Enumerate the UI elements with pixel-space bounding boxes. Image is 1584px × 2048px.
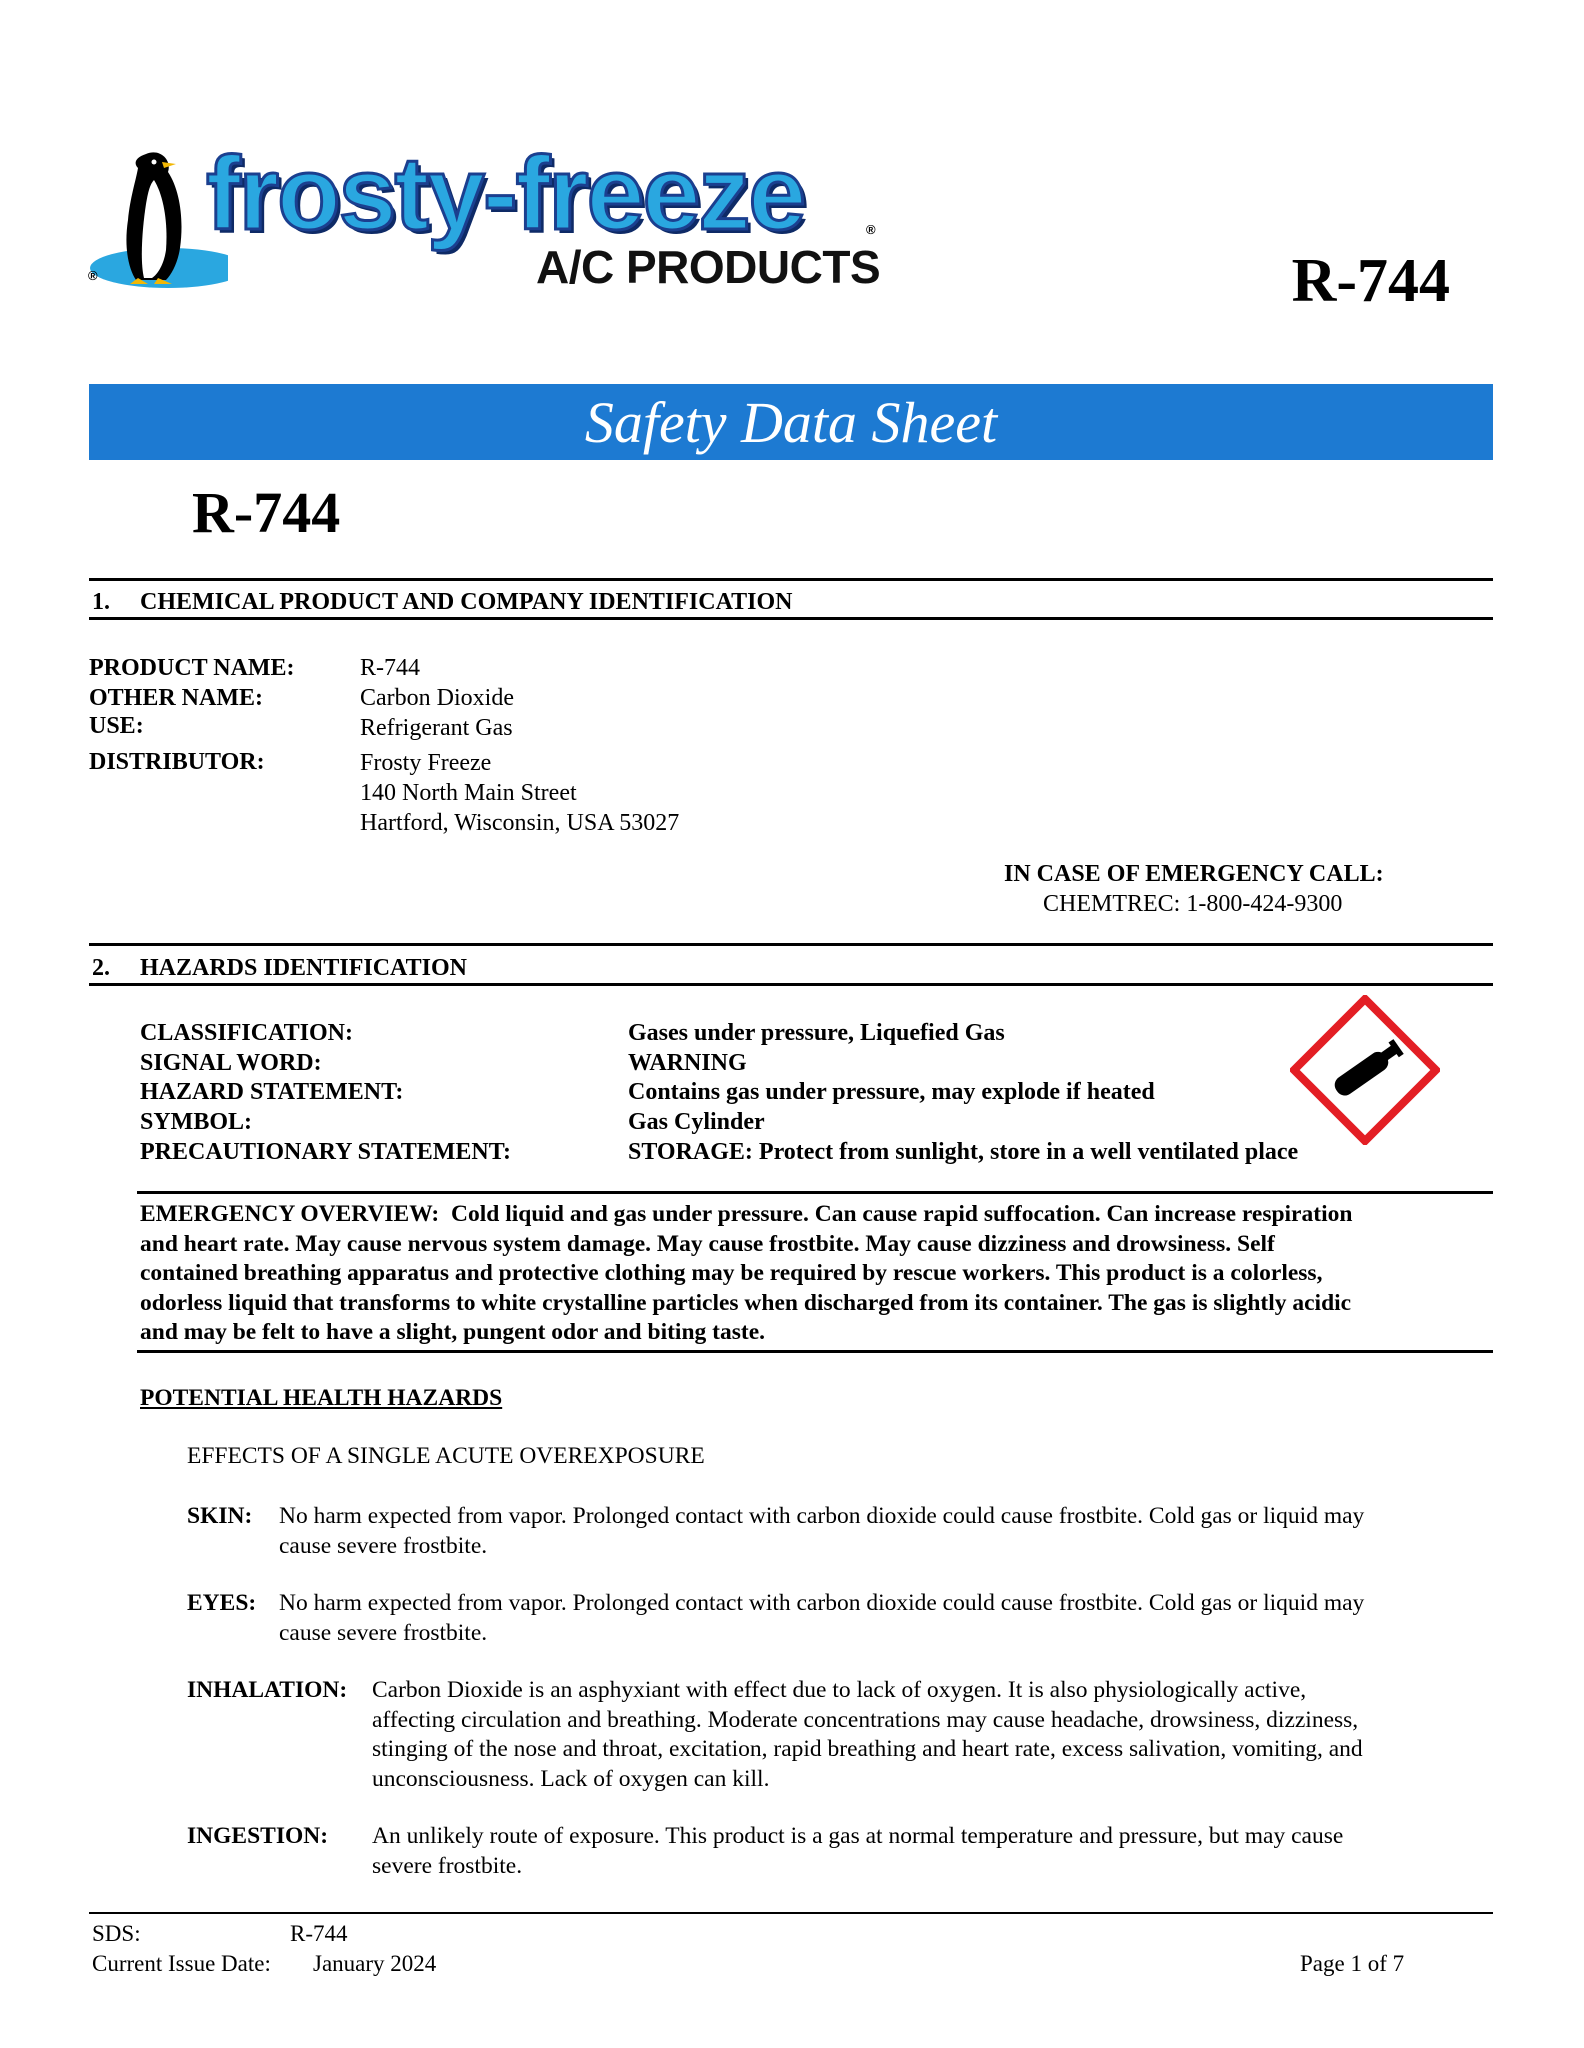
distributor-city: Hartford, Wisconsin, USA 53027 [360,810,680,836]
signal-word-label: SIGNAL WORD: [140,1050,322,1076]
potential-health-hazards-heading: POTENTIAL HEALTH HAZARDS [140,1385,503,1411]
symbol-value: Gas Cylinder [628,1109,765,1135]
issue-date-value: January 2024 [313,1951,437,1976]
inhalation-text: Carbon Dioxide is an asphyxiant with effect due to lack of oxygen. It is also physiologically active, affecting circulation and breathing. Moderate concentrations may cause headache, drowsiness, dizziness, stinging of the nose and throat, excitation, rapid breathing and heart rate, excess salivation, vomiting, and unconsciousness. Lack of oxygen can kill. [372,1677,1363,1792]
brand-wordmark: frosty-freeze [206,136,805,252]
emergency-overview-label: EMERGENCY OVERVIEW: [140,1201,440,1227]
use-value: Refrigerant Gas [360,715,513,741]
section-heading: CHEMICAL PRODUCT AND COMPANY IDENTIFICATION [140,589,793,615]
precautionary-statement-value: STORAGE: Protect from sunlight, store in a well ventilated place [628,1139,1299,1165]
document-title-banner [89,384,1493,460]
document-title: Safety Data Sheet [584,389,998,455]
overview-rule [137,1191,1493,1194]
section-rule [89,617,1493,620]
overview-line: and heart rate. May cause nervous system damage. May cause frostbite. May cause dizziness and drowsiness. Self [140,1230,1275,1257]
distributor-label: DISTRIBUTOR: [89,749,265,775]
brand-subtitle: A/C PRODUCTS [536,241,881,293]
section-rule [89,578,1493,581]
inhalation-label: INHALATION: [187,1677,348,1703]
distributor-name: Frosty Freeze [360,750,492,776]
product-name-label: PRODUCT NAME: [89,655,295,681]
sds-label: SDS: [92,1921,141,1946]
emergency-overview [140,1200,1500,1348]
signal-word-value: WARNING [628,1050,747,1076]
product-name-value: R-744 [360,655,420,681]
skin-label: SKIN: [187,1503,253,1529]
section-2-title [92,956,467,980]
section-rule [89,983,1493,986]
registered-mark: ® [88,268,98,283]
eyes-label: EYES: [187,1590,257,1616]
section-number: 1. [92,589,110,615]
section-number: 2. [92,955,110,981]
product-code-title: R-744 [192,480,341,545]
symbol-label: SYMBOL: [140,1109,253,1135]
overview-line: and may be felt to have a slight, pungent odor and biting taste. [140,1319,765,1345]
section-1-title [92,590,792,614]
use-label: USE: [89,713,144,739]
other-name-label: OTHER NAME: [89,685,263,711]
overview-line: EMERGENCY OVERVIEW: Cold liquid and gas under pressure. Can cause rapid suffocation. Can increase respiration [140,1201,1353,1227]
classification-label: CLASSIFICATION: [140,1020,353,1046]
eyes-text: No harm expected from vapor. Prolonged contact with carbon dioxide could cause frostbite. Cold gas or liquid may cause severe frostbite. [279,1590,1365,1646]
ingestion-label: INGESTION: [187,1823,329,1849]
footer-rule [89,1912,1493,1914]
skin-text: No harm expected from vapor. Prolonged contact with carbon dioxide could cause frostbite. Cold gas or liquid may cause severe frostbite. [279,1503,1365,1559]
overview-line: contained breathing apparatus and protective clothing may be required by rescue workers. This product is a colorless, [140,1260,1323,1286]
overview-line: odorless liquid that transforms to white crystalline particles when discharged from its container. The gas is slightly acidic [140,1289,1352,1316]
ingestion-text: An unlikely route of exposure. This product is a gas at normal temperature and pressure, but may cause severe frostbite. [372,1823,1344,1879]
issue-date-label: Current Issue Date: [92,1951,271,1976]
company-logo [88,136,888,293]
sds-value: R-744 [290,1921,348,1946]
effects-heading: EFFECTS OF A SINGLE ACUTE OVEREXPOSURE [187,1443,705,1469]
hazard-statement-label: HAZARD STATEMENT: [140,1079,404,1105]
hazard-statement-value: Contains gas under pressure, may explode if heated [628,1079,1155,1105]
registered-mark-2: ® [866,222,876,237]
section-rule [89,943,1493,946]
distributor-street: 140 North Main Street [360,780,577,806]
precautionary-statement-label: PRECAUTIONARY STATEMENT: [140,1139,511,1165]
classification-value: Gases under pressure, Liquefied Gas [628,1020,1005,1046]
gas-cylinder-icon [1290,995,1440,1145]
other-name-value: Carbon Dioxide [360,685,514,711]
section-heading: HAZARDS IDENTIFICATION [140,955,467,981]
emergency-label: IN CASE OF EMERGENCY CALL: [1004,861,1384,887]
overview-rule [137,1350,1493,1353]
header-product-code: R-744 [1291,247,1450,315]
emergency-contact: CHEMTREC: 1-800-424-9300 [1043,891,1343,917]
page-number: Page 1 of 7 [1300,1951,1405,1976]
